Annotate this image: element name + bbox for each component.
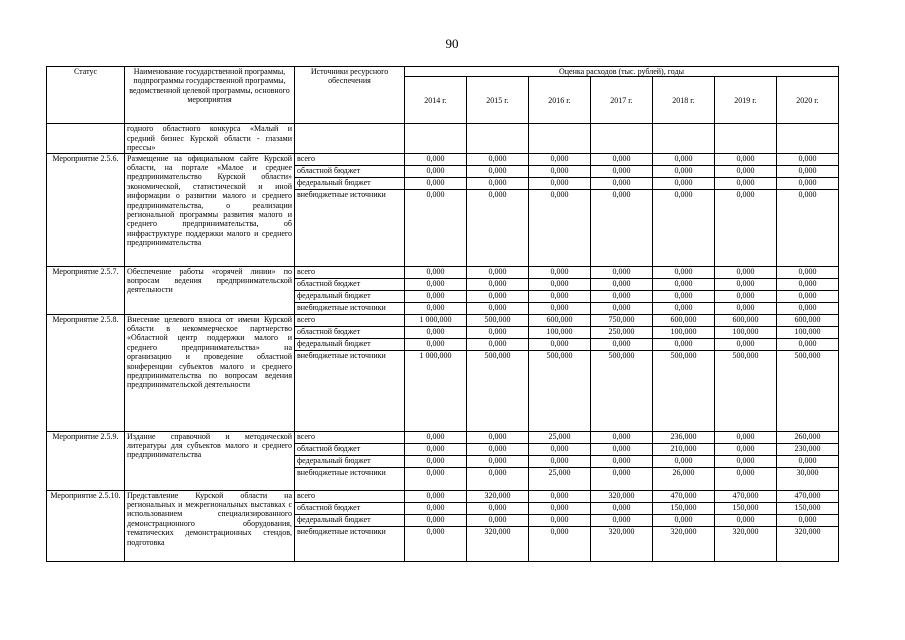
value-cell: 500,000	[777, 350, 839, 431]
value-cell: 0,000	[405, 278, 467, 290]
header-year: 2016 г.	[529, 77, 591, 124]
value-cell: 320,000	[467, 526, 529, 561]
source-label: всего	[295, 314, 405, 326]
value-cell: 0,000	[405, 490, 467, 502]
value-cell: 470,000	[715, 490, 777, 502]
value-cell: 0,000	[405, 165, 467, 177]
source-label: всего	[295, 153, 405, 165]
value-cell: 0,000	[715, 153, 777, 165]
value-cell: 0,000	[715, 431, 777, 443]
value-cell: 0,000	[715, 467, 777, 490]
value-cell: 0,000	[467, 302, 529, 314]
value-cell: 0,000	[777, 338, 839, 350]
event-row	[47, 266, 839, 278]
value-cell	[529, 124, 591, 153]
value-cell: 0,000	[529, 338, 591, 350]
value-cell: 0,000	[715, 177, 777, 189]
value-cell: 0,000	[529, 443, 591, 455]
value-cell: 0,000	[467, 290, 529, 302]
value-cell: 320,000	[715, 526, 777, 561]
event-status: Мероприятие 2.5.7.	[47, 266, 125, 314]
source-label: всего	[295, 266, 405, 278]
value-cell: 500,000	[653, 350, 715, 431]
value-cell: 320,000	[777, 526, 839, 561]
value-cell: 0,000	[777, 455, 839, 467]
value-cell: 0,000	[405, 302, 467, 314]
value-cell: 0,000	[653, 338, 715, 350]
value-cell: 0,000	[591, 467, 653, 490]
value-cell: 0,000	[467, 278, 529, 290]
event-status: Мероприятие 2.5.8.	[47, 314, 125, 431]
value-cell	[467, 124, 529, 153]
value-cell: 230,000	[777, 443, 839, 455]
event-name: Размещение на официальном сайте Курской области, на портале «Малое и среднее предпринимательство Курской области» экономической, статистической и иной информации о развитии малого и среднего предпринимательства, о реализации региональной программы развития малого и среднего предпринимательства, об инфраструктуре поддержки малого и среднего предпринимательства	[125, 153, 295, 266]
value-cell: 0,000	[653, 514, 715, 526]
value-cell: 0,000	[591, 455, 653, 467]
source-label: внебюджетные источники	[295, 526, 405, 561]
value-cell: 30,000	[777, 467, 839, 490]
value-cell: 0,000	[529, 290, 591, 302]
value-cell: 0,000	[529, 189, 591, 266]
header-status: Статус	[47, 67, 125, 124]
value-cell: 0,000	[715, 455, 777, 467]
value-cell: 500,000	[467, 314, 529, 326]
source-label: областной бюджет	[295, 326, 405, 338]
value-cell: 320,000	[591, 526, 653, 561]
value-cell: 0,000	[467, 338, 529, 350]
value-cell: 0,000	[467, 153, 529, 165]
value-cell: 0,000	[777, 302, 839, 314]
value-cell: 25,000	[529, 467, 591, 490]
value-cell: 0,000	[777, 278, 839, 290]
source-label: областной бюджет	[295, 278, 405, 290]
value-cell: 0,000	[405, 326, 467, 338]
value-cell: 0,000	[405, 502, 467, 514]
value-cell: 100,000	[715, 326, 777, 338]
value-cell: 0,000	[777, 290, 839, 302]
value-cell: 0,000	[529, 165, 591, 177]
value-cell: 0,000	[653, 455, 715, 467]
expenditure-table	[46, 66, 839, 562]
value-cell: 0,000	[715, 514, 777, 526]
table-body	[47, 124, 839, 561]
value-cell: 100,000	[777, 326, 839, 338]
value-cell: 250,000	[591, 326, 653, 338]
source-label: всего	[295, 490, 405, 502]
value-cell	[777, 124, 839, 153]
value-cell: 0,000	[467, 514, 529, 526]
value-cell: 0,000	[467, 165, 529, 177]
value-cell: 0,000	[653, 177, 715, 189]
value-cell: 0,000	[591, 290, 653, 302]
value-cell: 320,000	[467, 490, 529, 502]
source-label: внебюджетные источники	[295, 302, 405, 314]
event-name: Внесение целевого взноса от имени Курской области в некоммерческое партнерство «Областной центр поддержки малого и среднего предпринимательства» на организацию и проведение областной конференции субъектов малого и среднего предпринимательства по вопросам ведения предпринимательской деятельности	[125, 314, 295, 431]
value-cell: 600,000	[653, 314, 715, 326]
header-year: 2015 г.	[467, 77, 529, 124]
value-cell: 0,000	[591, 302, 653, 314]
value-cell: 0,000	[529, 177, 591, 189]
source-label: областной бюджет	[295, 502, 405, 514]
event-name: Обеспечение работы «горячей линии» по вопросам ведения предпринимательской деятельности	[125, 266, 295, 314]
value-cell: 500,000	[715, 350, 777, 431]
value-cell: 0,000	[405, 431, 467, 443]
value-cell: 0,000	[777, 153, 839, 165]
value-cell: 0,000	[715, 443, 777, 455]
value-cell: 0,000	[591, 153, 653, 165]
value-cell: 0,000	[529, 514, 591, 526]
value-cell: 0,000	[467, 467, 529, 490]
value-cell: 500,000	[591, 350, 653, 431]
value-cell: 0,000	[715, 290, 777, 302]
source-label: федеральный бюджет	[295, 514, 405, 526]
source-label: внебюджетные источники	[295, 189, 405, 266]
source-cell	[295, 124, 405, 153]
value-cell: 500,000	[467, 350, 529, 431]
value-cell: 0,000	[529, 278, 591, 290]
status-cell	[47, 124, 125, 153]
value-cell: 0,000	[653, 165, 715, 177]
source-label: федеральный бюджет	[295, 177, 405, 189]
value-cell: 26,000	[653, 467, 715, 490]
value-cell: 0,000	[405, 338, 467, 350]
value-cell: 0,000	[529, 502, 591, 514]
continuation-row	[47, 124, 839, 153]
value-cell: 320,000	[653, 526, 715, 561]
value-cell: 0,000	[591, 278, 653, 290]
source-label: федеральный бюджет	[295, 455, 405, 467]
value-cell: 0,000	[405, 467, 467, 490]
value-cell: 0,000	[529, 490, 591, 502]
source-label: внебюджетные источники	[295, 467, 405, 490]
value-cell: 0,000	[653, 189, 715, 266]
event-status: Мероприятие 2.5.6.	[47, 153, 125, 266]
value-cell: 0,000	[715, 165, 777, 177]
value-cell: 0,000	[715, 302, 777, 314]
event-row	[47, 314, 839, 326]
value-cell: 236,000	[653, 431, 715, 443]
value-cell: 0,000	[405, 153, 467, 165]
value-cell: 0,000	[653, 278, 715, 290]
value-cell: 0,000	[715, 278, 777, 290]
source-label: областной бюджет	[295, 165, 405, 177]
value-cell: 1 000,000	[405, 314, 467, 326]
value-cell: 0,000	[715, 338, 777, 350]
value-cell: 0,000	[591, 502, 653, 514]
header-year: 2019 г.	[715, 77, 777, 124]
event-row	[47, 431, 839, 443]
value-cell: 0,000	[777, 514, 839, 526]
source-label: федеральный бюджет	[295, 290, 405, 302]
value-cell: 0,000	[467, 177, 529, 189]
value-cell: 600,000	[529, 314, 591, 326]
value-cell: 0,000	[529, 455, 591, 467]
value-cell: 0,000	[405, 514, 467, 526]
value-cell: 0,000	[405, 177, 467, 189]
value-cell: 0,000	[405, 189, 467, 266]
value-cell: 0,000	[467, 189, 529, 266]
header-year: 2014 г.	[405, 77, 467, 124]
header-year: 2020 г.	[777, 77, 839, 124]
value-cell: 100,000	[653, 326, 715, 338]
source-label: всего	[295, 431, 405, 443]
value-cell: 0,000	[591, 514, 653, 526]
value-cell: 0,000	[591, 165, 653, 177]
value-cell: 0,000	[777, 177, 839, 189]
value-cell: 0,000	[405, 455, 467, 467]
source-label: внебюджетные источники	[295, 350, 405, 431]
value-cell: 0,000	[467, 326, 529, 338]
event-status: Мероприятие 2.5.9.	[47, 431, 125, 490]
value-cell: 320,000	[591, 490, 653, 502]
value-cell: 0,000	[467, 266, 529, 278]
value-cell: 0,000	[529, 526, 591, 561]
value-cell: 0,000	[591, 189, 653, 266]
value-cell: 0,000	[405, 290, 467, 302]
value-cell: 0,000	[777, 189, 839, 266]
source-label: областной бюджет	[295, 443, 405, 455]
event-name: Представление Курской области на региональных и межрегиональных выставках с использованием специализированного демонстрационного оборудования, тематических демонстрационных стендов, подготовка	[125, 490, 295, 561]
header-sources: Источники ресурсного обеспечения	[295, 67, 405, 124]
value-cell: 0,000	[467, 455, 529, 467]
value-cell: 0,000	[529, 266, 591, 278]
value-cell: 260,000	[777, 431, 839, 443]
header-estimate: Оценка расходов (тыс. рублей), годы	[405, 67, 839, 77]
value-cell: 0,000	[591, 431, 653, 443]
value-cell	[653, 124, 715, 153]
value-cell: 210,000	[653, 443, 715, 455]
value-cell: 0,000	[591, 338, 653, 350]
value-cell	[715, 124, 777, 153]
value-cell: 0,000	[467, 431, 529, 443]
header-year: 2017 г.	[591, 77, 653, 124]
value-cell: 0,000	[591, 443, 653, 455]
event-status: Мероприятие 2.5.10.	[47, 490, 125, 561]
value-cell	[591, 124, 653, 153]
value-cell: 150,000	[777, 502, 839, 514]
header-name: Наименование государственной программы, подпрограммы государственной программы, ведомственной целевой программы, основного мероприятия	[125, 67, 295, 124]
value-cell: 0,000	[715, 189, 777, 266]
value-cell: 0,000	[405, 443, 467, 455]
value-cell: 25,000	[529, 431, 591, 443]
value-cell: 0,000	[467, 502, 529, 514]
value-cell: 0,000	[405, 266, 467, 278]
event-row	[47, 153, 839, 165]
value-cell: 100,000	[529, 326, 591, 338]
value-cell: 0,000	[405, 526, 467, 561]
value-cell: 0,000	[715, 266, 777, 278]
value-cell: 0,000	[777, 165, 839, 177]
header-year: 2018 г.	[653, 77, 715, 124]
value-cell: 0,000	[529, 302, 591, 314]
value-cell: 0,000	[777, 266, 839, 278]
continuation-text: годного областного конкурса «Малый и средний бизнес Курской области - глазами прессы»	[125, 124, 295, 153]
value-cell: 600,000	[777, 314, 839, 326]
page-number: 90	[445, 36, 459, 51]
value-cell: 0,000	[591, 177, 653, 189]
value-cell: 0,000	[529, 153, 591, 165]
event-name: Издание справочной и методической литературы для субъектов малого и среднего предпринимательства	[125, 431, 295, 490]
value-cell: 470,000	[777, 490, 839, 502]
value-cell: 0,000	[467, 443, 529, 455]
value-cell: 1 000,000	[405, 350, 467, 431]
value-cell: 0,000	[653, 153, 715, 165]
source-label: федеральный бюджет	[295, 338, 405, 350]
value-cell: 0,000	[653, 290, 715, 302]
value-cell: 150,000	[653, 502, 715, 514]
value-cell: 600,000	[715, 314, 777, 326]
value-cell: 470,000	[653, 490, 715, 502]
value-cell: 750,000	[591, 314, 653, 326]
value-cell: 150,000	[715, 502, 777, 514]
event-row	[47, 490, 839, 502]
value-cell: 0,000	[653, 302, 715, 314]
value-cell: 500,000	[529, 350, 591, 431]
value-cell	[405, 124, 467, 153]
value-cell: 0,000	[653, 266, 715, 278]
value-cell: 0,000	[591, 266, 653, 278]
